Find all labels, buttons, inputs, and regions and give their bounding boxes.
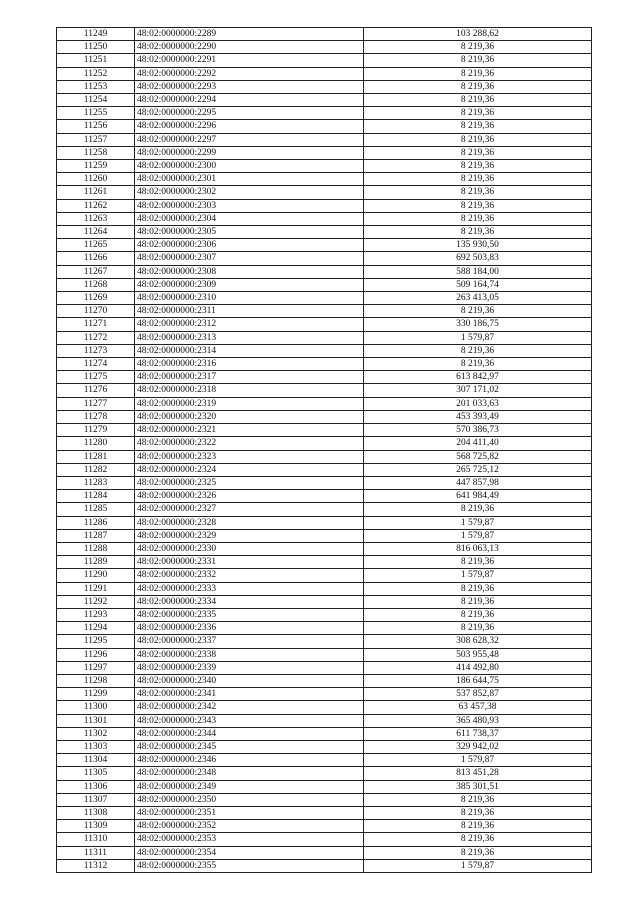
row-number-cell: 11254: [57, 94, 135, 107]
table-row: [57, 622, 592, 635]
cadastral-value-cell: 570 386,73: [364, 424, 592, 437]
cadastral-value-cell: 204 411,40: [364, 437, 592, 450]
cadastral-value-cell: 265 725,12: [364, 463, 592, 476]
cadastral-value-cell: 1 579,87: [364, 516, 592, 529]
cadastral-value-cell: 8 219,36: [364, 305, 592, 318]
cadastral-value-cell: 692 503,83: [364, 252, 592, 265]
row-number-cell: 11255: [57, 107, 135, 120]
cadastral-number-cell: 48:02:0000000:2317: [135, 371, 364, 384]
cadastral-number-cell: 48:02:0000000:2297: [135, 133, 364, 146]
cadastral-value-cell: 8 219,36: [364, 41, 592, 54]
row-number-cell: 11281: [57, 450, 135, 463]
table-row: [57, 437, 592, 450]
table-row: [57, 727, 592, 740]
table-row: [57, 199, 592, 212]
cadastral-value-cell: 8 219,36: [364, 199, 592, 212]
cadastral-value-cell: 447 857,98: [364, 476, 592, 489]
table-row: [57, 318, 592, 331]
table-row: [57, 503, 592, 516]
row-number-cell: 11291: [57, 582, 135, 595]
table-row: [57, 120, 592, 133]
cadastral-number-cell: 48:02:0000000:2309: [135, 278, 364, 291]
cadastral-number-cell: 48:02:0000000:2352: [135, 820, 364, 833]
row-number-cell: 11269: [57, 292, 135, 305]
row-number-cell: 11309: [57, 820, 135, 833]
cadastral-number-cell: 48:02:0000000:2304: [135, 212, 364, 225]
row-number-cell: 11300: [57, 701, 135, 714]
row-number-cell: 11301: [57, 714, 135, 727]
row-number-cell: 11293: [57, 608, 135, 621]
cadastral-number-cell: 48:02:0000000:2322: [135, 437, 364, 450]
cadastral-value-cell: 201 033,63: [364, 397, 592, 410]
cadastral-number-cell: 48:02:0000000:2350: [135, 793, 364, 806]
row-number-cell: 11306: [57, 780, 135, 793]
cadastral-number-cell: 48:02:0000000:2355: [135, 859, 364, 872]
row-number-cell: 11251: [57, 54, 135, 67]
table-row: [57, 67, 592, 80]
table-row: [57, 146, 592, 159]
cadastral-number-cell: 48:02:0000000:2342: [135, 701, 364, 714]
row-number-cell: 11298: [57, 674, 135, 687]
cadastral-number-cell: 48:02:0000000:2327: [135, 503, 364, 516]
row-number-cell: 11305: [57, 767, 135, 780]
table-row: [57, 648, 592, 661]
cadastral-value-cell: 8 219,36: [364, 833, 592, 846]
cadastral-number-cell: 48:02:0000000:2318: [135, 384, 364, 397]
cadastral-number-cell: 48:02:0000000:2306: [135, 239, 364, 252]
table-row: [57, 107, 592, 120]
table-row: [57, 186, 592, 199]
cadastral-number-cell: 48:02:0000000:2349: [135, 780, 364, 793]
cadastral-number-cell: 48:02:0000000:2301: [135, 173, 364, 186]
cadastral-number-cell: 48:02:0000000:2299: [135, 146, 364, 159]
row-number-cell: 11307: [57, 793, 135, 806]
row-number-cell: 11285: [57, 503, 135, 516]
table-body: [57, 28, 592, 873]
row-number-cell: 11297: [57, 661, 135, 674]
cadastral-number-cell: 48:02:0000000:2300: [135, 160, 364, 173]
cadastral-value-cell: 8 219,36: [364, 344, 592, 357]
table-row: [57, 212, 592, 225]
cadastral-value-cell: 8 219,36: [364, 120, 592, 133]
table-row: [57, 661, 592, 674]
row-number-cell: 11311: [57, 846, 135, 859]
cadastral-number-cell: 48:02:0000000:2354: [135, 846, 364, 859]
table-row: [57, 173, 592, 186]
cadastral-value-cell: 8 219,36: [364, 358, 592, 371]
cadastral-number-cell: 48:02:0000000:2343: [135, 714, 364, 727]
row-number-cell: 11295: [57, 635, 135, 648]
row-number-cell: 11304: [57, 754, 135, 767]
cadastral-value-cell: 1 579,87: [364, 529, 592, 542]
table-row: [57, 384, 592, 397]
table-row: [57, 371, 592, 384]
table-row: [57, 608, 592, 621]
row-number-cell: 11280: [57, 437, 135, 450]
cadastral-number-cell: 48:02:0000000:2346: [135, 754, 364, 767]
cadastral-value-cell: 307 171,02: [364, 384, 592, 397]
table-row: [57, 820, 592, 833]
table-row: [57, 160, 592, 173]
cadastral-number-cell: 48:02:0000000:2326: [135, 490, 364, 503]
row-number-cell: 11292: [57, 595, 135, 608]
cadastral-number-cell: 48:02:0000000:2345: [135, 740, 364, 753]
cadastral-value-cell: 8 219,36: [364, 846, 592, 859]
cadastral-value-cell: 8 219,36: [364, 793, 592, 806]
cadastral-number-cell: 48:02:0000000:2295: [135, 107, 364, 120]
row-number-cell: 11252: [57, 67, 135, 80]
cadastral-number-cell: 48:02:0000000:2339: [135, 661, 364, 674]
table-row: [57, 793, 592, 806]
table-row: [57, 410, 592, 423]
cadastral-value-cell: 330 186,75: [364, 318, 592, 331]
cadastral-number-cell: 48:02:0000000:2321: [135, 424, 364, 437]
cadastral-number-cell: 48:02:0000000:2311: [135, 305, 364, 318]
cadastral-value-cell: 329 942,02: [364, 740, 592, 753]
cadastral-number-cell: 48:02:0000000:2294: [135, 94, 364, 107]
cadastral-value-cell: 365 480,93: [364, 714, 592, 727]
row-number-cell: 11265: [57, 239, 135, 252]
table-row: [57, 833, 592, 846]
row-number-cell: 11274: [57, 358, 135, 371]
row-number-cell: 11312: [57, 859, 135, 872]
cadastral-value-cell: 813 451,28: [364, 767, 592, 780]
table-row: [57, 397, 592, 410]
row-number-cell: 11310: [57, 833, 135, 846]
cadastral-number-cell: 48:02:0000000:2341: [135, 688, 364, 701]
cadastral-number-cell: 48:02:0000000:2351: [135, 806, 364, 819]
table-row: [57, 701, 592, 714]
table-row: [57, 476, 592, 489]
cadastral-value-cell: 8 219,36: [364, 133, 592, 146]
table-row: [57, 806, 592, 819]
cadastral-value-cell: 8 219,36: [364, 173, 592, 186]
table-row: [57, 529, 592, 542]
cadastral-value-cell: 1 579,87: [364, 569, 592, 582]
cadastral-value-cell: 8 219,36: [364, 160, 592, 173]
table-row: [57, 265, 592, 278]
row-number-cell: 11302: [57, 727, 135, 740]
row-number-cell: 11286: [57, 516, 135, 529]
row-number-cell: 11299: [57, 688, 135, 701]
cadastral-value-cell: 588 184,00: [364, 265, 592, 278]
cadastral-value-cell: 8 219,36: [364, 107, 592, 120]
table-row: [57, 569, 592, 582]
cadastral-value-cell: 613 842,97: [364, 371, 592, 384]
cadastral-number-cell: 48:02:0000000:2302: [135, 186, 364, 199]
table-row: [57, 94, 592, 107]
cadastral-value-cell: 816 063,13: [364, 542, 592, 555]
row-number-cell: 11303: [57, 740, 135, 753]
table-row: [57, 780, 592, 793]
cadastral-value-cell: 1 579,87: [364, 331, 592, 344]
row-number-cell: 11263: [57, 212, 135, 225]
cadastral-number-cell: 48:02:0000000:2292: [135, 67, 364, 80]
row-number-cell: 11249: [57, 28, 135, 41]
table-row: [57, 54, 592, 67]
cadastral-value-cell: 8 219,36: [364, 67, 592, 80]
row-number-cell: 11261: [57, 186, 135, 199]
table-row: [57, 542, 592, 555]
cadastral-value-cell: 568 725,82: [364, 450, 592, 463]
row-number-cell: 11271: [57, 318, 135, 331]
cadastral-number-cell: 48:02:0000000:2340: [135, 674, 364, 687]
cadastral-value-cell: 186 644,75: [364, 674, 592, 687]
cadastral-number-cell: 48:02:0000000:2329: [135, 529, 364, 542]
cadastral-number-cell: 48:02:0000000:2330: [135, 542, 364, 555]
cadastral-number-cell: 48:02:0000000:2336: [135, 622, 364, 635]
row-number-cell: 11260: [57, 173, 135, 186]
row-number-cell: 11284: [57, 490, 135, 503]
cadastral-number-cell: 48:02:0000000:2334: [135, 595, 364, 608]
cadastral-value-cell: 8 219,36: [364, 503, 592, 516]
row-number-cell: 11308: [57, 806, 135, 819]
cadastral-value-cell: 8 219,36: [364, 186, 592, 199]
cadastral-value-cell: 611 738,37: [364, 727, 592, 740]
table-row: [57, 688, 592, 701]
row-number-cell: 11264: [57, 226, 135, 239]
table-row: [57, 305, 592, 318]
cadastral-number-cell: 48:02:0000000:2337: [135, 635, 364, 648]
cadastral-value-cell: 414 492,80: [364, 661, 592, 674]
row-number-cell: 11270: [57, 305, 135, 318]
table-row: [57, 252, 592, 265]
row-number-cell: 11294: [57, 622, 135, 635]
cadastral-number-cell: 48:02:0000000:2289: [135, 28, 364, 41]
cadastral-value-cell: 1 579,87: [364, 754, 592, 767]
cadastral-number-cell: 48:02:0000000:2348: [135, 767, 364, 780]
cadastral-value-cell: 8 219,36: [364, 94, 592, 107]
row-number-cell: 11289: [57, 556, 135, 569]
cadastral-value-cell: 8 219,36: [364, 608, 592, 621]
cadastral-value-cell: 537 852,87: [364, 688, 592, 701]
table-row: [57, 450, 592, 463]
table-row: [57, 292, 592, 305]
table-row: [57, 582, 592, 595]
cadastral-number-cell: 48:02:0000000:2319: [135, 397, 364, 410]
cadastral-number-cell: 48:02:0000000:2305: [135, 226, 364, 239]
cadastral-number-cell: 48:02:0000000:2293: [135, 80, 364, 93]
row-number-cell: 11273: [57, 344, 135, 357]
row-number-cell: 11282: [57, 463, 135, 476]
cadastral-number-cell: 48:02:0000000:2333: [135, 582, 364, 595]
cadastral-value-cell: 8 219,36: [364, 556, 592, 569]
table-row: [57, 767, 592, 780]
cadastral-number-cell: 48:02:0000000:2314: [135, 344, 364, 357]
row-number-cell: 11278: [57, 410, 135, 423]
row-number-cell: 11256: [57, 120, 135, 133]
cadastral-number-cell: 48:02:0000000:2325: [135, 476, 364, 489]
cadastral-value-cell: 103 288,62: [364, 28, 592, 41]
row-number-cell: 11288: [57, 542, 135, 555]
table-row: [57, 41, 592, 54]
cadastral-number-cell: 48:02:0000000:2324: [135, 463, 364, 476]
cadastral-number-cell: 48:02:0000000:2291: [135, 54, 364, 67]
cadastral-value-cell: 8 219,36: [364, 595, 592, 608]
cadastral-value-cell: 8 219,36: [364, 212, 592, 225]
cadastral-number-cell: 48:02:0000000:2312: [135, 318, 364, 331]
table-row: [57, 595, 592, 608]
row-number-cell: 11259: [57, 160, 135, 173]
table-row: [57, 80, 592, 93]
cadastral-number-cell: 48:02:0000000:2328: [135, 516, 364, 529]
cadastral-value-cell: 8 219,36: [364, 226, 592, 239]
row-number-cell: 11257: [57, 133, 135, 146]
row-number-cell: 11258: [57, 146, 135, 159]
cadastral-number-cell: 48:02:0000000:2316: [135, 358, 364, 371]
table-row: [57, 226, 592, 239]
cadastral-number-cell: 48:02:0000000:2331: [135, 556, 364, 569]
cadastral-number-cell: 48:02:0000000:2303: [135, 199, 364, 212]
cadastral-value-cell: 63 457,38: [364, 701, 592, 714]
row-number-cell: 11276: [57, 384, 135, 397]
cadastral-number-cell: 48:02:0000000:2320: [135, 410, 364, 423]
row-number-cell: 11272: [57, 331, 135, 344]
table-row: [57, 859, 592, 872]
cadastral-value-cell: 453 393,49: [364, 410, 592, 423]
table-row: [57, 133, 592, 146]
table-row: [57, 635, 592, 648]
table-row: [57, 344, 592, 357]
table-row: [57, 331, 592, 344]
row-number-cell: 11275: [57, 371, 135, 384]
cadastral-value-cell: 8 219,36: [364, 54, 592, 67]
row-number-cell: 11277: [57, 397, 135, 410]
cadastral-number-cell: 48:02:0000000:2296: [135, 120, 364, 133]
cadastral-number-cell: 48:02:0000000:2335: [135, 608, 364, 621]
cadastral-value-cell: 8 219,36: [364, 820, 592, 833]
row-number-cell: 11262: [57, 199, 135, 212]
table-row: [57, 740, 592, 753]
cadastral-number-cell: 48:02:0000000:2307: [135, 252, 364, 265]
cadastral-number-cell: 48:02:0000000:2308: [135, 265, 364, 278]
row-number-cell: 11279: [57, 424, 135, 437]
table-row: [57, 358, 592, 371]
row-number-cell: 11290: [57, 569, 135, 582]
row-number-cell: 11267: [57, 265, 135, 278]
cadastral-value-cell: 509 164,74: [364, 278, 592, 291]
row-number-cell: 11287: [57, 529, 135, 542]
cadastral-number-cell: 48:02:0000000:2310: [135, 292, 364, 305]
table-row: [57, 516, 592, 529]
cadastral-number-cell: 48:02:0000000:2338: [135, 648, 364, 661]
cadastral-value-cell: 641 984,49: [364, 490, 592, 503]
cadastral-number-cell: 48:02:0000000:2313: [135, 331, 364, 344]
cadastral-value-cell: 8 219,36: [364, 146, 592, 159]
row-number-cell: 11250: [57, 41, 135, 54]
table-row: [57, 490, 592, 503]
row-number-cell: 11253: [57, 80, 135, 93]
row-number-cell: 11296: [57, 648, 135, 661]
row-number-cell: 11283: [57, 476, 135, 489]
cadastral-number-cell: 48:02:0000000:2332: [135, 569, 364, 582]
table-row: [57, 239, 592, 252]
table-row: [57, 754, 592, 767]
cadastral-value-cell: 503 955,48: [364, 648, 592, 661]
table-row: [57, 28, 592, 41]
cadastral-number-cell: 48:02:0000000:2290: [135, 41, 364, 54]
row-number-cell: 11266: [57, 252, 135, 265]
cadastral-value-cell: 8 219,36: [364, 806, 592, 819]
cadastral-value-cell: 308 628,32: [364, 635, 592, 648]
cadastral-value-table: [56, 27, 592, 873]
table-row: [57, 278, 592, 291]
table-row: [57, 714, 592, 727]
cadastral-value-cell: 8 219,36: [364, 622, 592, 635]
cadastral-value-cell: 1 579,87: [364, 859, 592, 872]
table-row: [57, 674, 592, 687]
cadastral-value-cell: 8 219,36: [364, 582, 592, 595]
cadastral-value-cell: 385 301,51: [364, 780, 592, 793]
cadastral-value-cell: 135 930,50: [364, 239, 592, 252]
table-row: [57, 424, 592, 437]
table-row: [57, 463, 592, 476]
table-row: [57, 556, 592, 569]
cadastral-value-cell: 263 413,05: [364, 292, 592, 305]
table-row: [57, 846, 592, 859]
row-number-cell: 11268: [57, 278, 135, 291]
cadastral-number-cell: 48:02:0000000:2344: [135, 727, 364, 740]
cadastral-number-cell: 48:02:0000000:2353: [135, 833, 364, 846]
cadastral-value-cell: 8 219,36: [364, 80, 592, 93]
cadastral-number-cell: 48:02:0000000:2323: [135, 450, 364, 463]
